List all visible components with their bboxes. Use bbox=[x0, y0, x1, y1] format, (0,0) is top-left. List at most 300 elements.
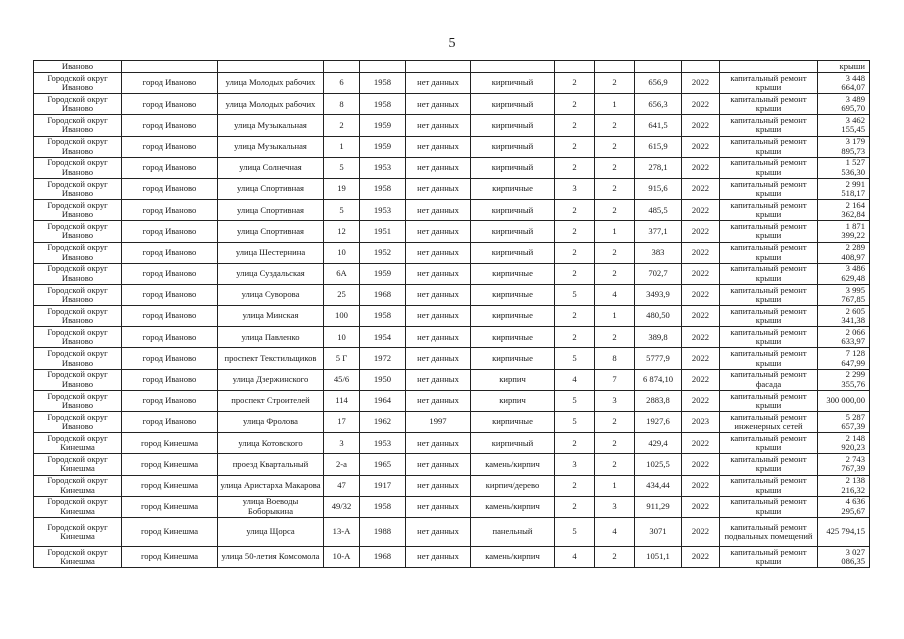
cell-area: 5777,9 bbox=[635, 348, 682, 369]
cell-municipality: Городской округ Иваново bbox=[34, 390, 122, 411]
cell-year-reconstructed bbox=[406, 61, 471, 73]
cell-wall-material: кирпичный bbox=[471, 221, 555, 242]
cell-entrances: 2 bbox=[595, 433, 635, 454]
cell-entrances: 2 bbox=[595, 200, 635, 221]
cell-house-number: 3 bbox=[324, 433, 360, 454]
cell-year-reconstructed: нет данных bbox=[406, 517, 471, 546]
cell-house-number bbox=[324, 61, 360, 73]
cell-plan-year: 2022 bbox=[682, 369, 720, 390]
table-row bbox=[34, 115, 870, 136]
cell-year-built: 1968 bbox=[360, 546, 406, 567]
cell-settlement: город Кинешма bbox=[122, 546, 218, 567]
cell-year-built: 1964 bbox=[360, 390, 406, 411]
cell-plan-year: 2022 bbox=[682, 221, 720, 242]
cell-house-number: 5 Г bbox=[324, 348, 360, 369]
cell-year-built: 1959 bbox=[360, 115, 406, 136]
cell-entrances: 2 bbox=[595, 178, 635, 199]
cell-house-number: 8 bbox=[324, 94, 360, 115]
cell-municipality: Городской округ Иваново bbox=[34, 263, 122, 284]
cell-floors: 5 bbox=[555, 412, 595, 433]
table-row bbox=[34, 94, 870, 115]
cell-floors: 5 bbox=[555, 284, 595, 305]
cell-street: улица Суворова bbox=[218, 284, 324, 305]
cell-year-built: 1965 bbox=[360, 454, 406, 475]
cell-street: улица Фролова bbox=[218, 412, 324, 433]
cell-municipality: Городской округ Иваново bbox=[34, 242, 122, 263]
cell-year-built: 1953 bbox=[360, 157, 406, 178]
table-body bbox=[34, 61, 870, 568]
cell-entrances: 2 bbox=[595, 157, 635, 178]
cell-floors: 5 bbox=[555, 348, 595, 369]
cell-settlement: город Кинешма bbox=[122, 454, 218, 475]
cell-house-number: 10 bbox=[324, 242, 360, 263]
cell-work-type: капитальный ремонт крыши bbox=[720, 433, 818, 454]
table-row bbox=[34, 306, 870, 327]
cell-settlement: город Иваново bbox=[122, 136, 218, 157]
cell-street: улица 50-летия Комсомола bbox=[218, 546, 324, 567]
cell-floors: 2 bbox=[555, 200, 595, 221]
cell-work-type: капитальный ремонт крыши bbox=[720, 327, 818, 348]
cell-wall-material: кирпичный bbox=[471, 200, 555, 221]
cell-house-number: 13-А bbox=[324, 517, 360, 546]
cell-year-reconstructed: нет данных bbox=[406, 284, 471, 305]
cell-settlement: город Кинешма bbox=[122, 475, 218, 496]
cell-work-type: капитальный ремонт крыши bbox=[720, 454, 818, 475]
cell-work-type: капитальный ремонт крыши bbox=[720, 157, 818, 178]
table-row bbox=[34, 475, 870, 496]
cell-area: 656,9 bbox=[635, 73, 682, 94]
cell-entrances: 1 bbox=[595, 475, 635, 496]
cell-settlement: город Иваново bbox=[122, 348, 218, 369]
table-row bbox=[34, 454, 870, 475]
cell-cost: 2 991 518,17 bbox=[818, 178, 870, 199]
cell-plan-year: 2022 bbox=[682, 454, 720, 475]
cell-floors: 5 bbox=[555, 390, 595, 411]
table-row bbox=[34, 412, 870, 433]
cell-plan-year: 2022 bbox=[682, 157, 720, 178]
cell-year-reconstructed: нет данных bbox=[406, 327, 471, 348]
cell-municipality: Городской округ Кинешма bbox=[34, 546, 122, 567]
cell-area: 3071 bbox=[635, 517, 682, 546]
cell-municipality: Городской округ Иваново bbox=[34, 284, 122, 305]
cell-settlement: город Иваново bbox=[122, 242, 218, 263]
cell-year-reconstructed: нет данных bbox=[406, 496, 471, 517]
cell-work-type: капитальный ремонт крыши bbox=[720, 73, 818, 94]
cell-cost: 3 489 695,70 bbox=[818, 94, 870, 115]
cell-house-number: 100 bbox=[324, 306, 360, 327]
cell-work-type: капитальный ремонт крыши bbox=[720, 178, 818, 199]
table-row bbox=[34, 178, 870, 199]
cell-settlement: город Иваново bbox=[122, 73, 218, 94]
cell-municipality: Городской округ Иваново bbox=[34, 200, 122, 221]
cell-plan-year: 2022 bbox=[682, 496, 720, 517]
cell-cost: 2 299 355,76 bbox=[818, 369, 870, 390]
cell-entrances: 8 bbox=[595, 348, 635, 369]
cell-plan-year: 2022 bbox=[682, 178, 720, 199]
cell-floors: 3 bbox=[555, 454, 595, 475]
cell-settlement: город Кинешма bbox=[122, 433, 218, 454]
table-row bbox=[34, 263, 870, 284]
cell-year-built: 1958 bbox=[360, 496, 406, 517]
cell-settlement: город Иваново bbox=[122, 115, 218, 136]
cell-area: 434,44 bbox=[635, 475, 682, 496]
cell-cost: 1 871 399,22 bbox=[818, 221, 870, 242]
cell-plan-year: 2022 bbox=[682, 348, 720, 369]
cell-work-type: капитальный ремонт инженерных сетей bbox=[720, 412, 818, 433]
cell-plan-year: 2022 bbox=[682, 94, 720, 115]
cell-floors: 2 bbox=[555, 496, 595, 517]
cell-house-number: 19 bbox=[324, 178, 360, 199]
cell-cost: 300 000,00 bbox=[818, 390, 870, 411]
cell-cost: 4 636 295,67 bbox=[818, 496, 870, 517]
cell-municipality: Городской округ Иваново bbox=[34, 306, 122, 327]
cell-work-type: капитальный ремонт крыши bbox=[720, 390, 818, 411]
cell-street: проспект Строителей bbox=[218, 390, 324, 411]
cell-entrances: 2 bbox=[595, 454, 635, 475]
cell-area: 480,50 bbox=[635, 306, 682, 327]
cell-year-built bbox=[360, 61, 406, 73]
cell-entrances: 2 bbox=[595, 136, 635, 157]
cell-cost: 3 179 895,73 bbox=[818, 136, 870, 157]
cell-area: 485,5 bbox=[635, 200, 682, 221]
cell-municipality: Городской округ Иваново bbox=[34, 412, 122, 433]
cell-year-reconstructed: нет данных bbox=[406, 433, 471, 454]
cell-house-number: 10-А bbox=[324, 546, 360, 567]
cell-cost: 3 448 664,07 bbox=[818, 73, 870, 94]
cell-entrances: 1 bbox=[595, 94, 635, 115]
cell-year-built: 1972 bbox=[360, 348, 406, 369]
cell-plan-year: 2022 bbox=[682, 306, 720, 327]
cell-entrances: 4 bbox=[595, 517, 635, 546]
cell-house-number: 12 bbox=[324, 221, 360, 242]
cell-wall-material: кирпич bbox=[471, 369, 555, 390]
cell-cost: 3 027 086,35 bbox=[818, 546, 870, 567]
cell-floors: 2 bbox=[555, 157, 595, 178]
cell-street: улица Солнечная bbox=[218, 157, 324, 178]
cell-area: 641,5 bbox=[635, 115, 682, 136]
cell-street: улица Спортивная bbox=[218, 221, 324, 242]
cell-area: 1927,6 bbox=[635, 412, 682, 433]
cell-year-reconstructed: 1997 bbox=[406, 412, 471, 433]
cell-municipality: Городской округ Кинешма bbox=[34, 454, 122, 475]
cell-settlement: город Иваново bbox=[122, 306, 218, 327]
cell-plan-year: 2022 bbox=[682, 284, 720, 305]
cell-cost: 2 138 216,32 bbox=[818, 475, 870, 496]
cell-municipality: Городской округ Иваново bbox=[34, 369, 122, 390]
cell-year-reconstructed: нет данных bbox=[406, 94, 471, 115]
cell-work-type bbox=[720, 61, 818, 73]
cell-settlement: город Иваново bbox=[122, 94, 218, 115]
cell-work-type: капитальный ремонт крыши bbox=[720, 136, 818, 157]
cell-floors: 2 bbox=[555, 327, 595, 348]
cell-municipality: Городской округ Иваново bbox=[34, 73, 122, 94]
cell-cost: 1 527 536,30 bbox=[818, 157, 870, 178]
cell-entrances: 2 bbox=[595, 242, 635, 263]
table-row bbox=[34, 61, 870, 73]
table-row bbox=[34, 348, 870, 369]
cell-year-reconstructed: нет данных bbox=[406, 115, 471, 136]
cell-floors: 5 bbox=[555, 517, 595, 546]
cell-area: 389,8 bbox=[635, 327, 682, 348]
cell-entrances: 2 bbox=[595, 263, 635, 284]
cell-year-built: 1988 bbox=[360, 517, 406, 546]
cell-floors: 2 bbox=[555, 94, 595, 115]
cell-street: улица Суздальская bbox=[218, 263, 324, 284]
cell-floors bbox=[555, 61, 595, 73]
cell-entrances: 4 bbox=[595, 284, 635, 305]
cell-work-type: капитальный ремонт крыши bbox=[720, 221, 818, 242]
cell-wall-material: панельный bbox=[471, 517, 555, 546]
cell-work-type: капитальный ремонт крыши bbox=[720, 348, 818, 369]
cell-year-built: 1958 bbox=[360, 306, 406, 327]
cell-entrances: 1 bbox=[595, 221, 635, 242]
cell-municipality: Городской округ Иваново bbox=[34, 327, 122, 348]
cell-work-type: капитальный ремонт крыши bbox=[720, 200, 818, 221]
cell-wall-material: кирпич/дерево bbox=[471, 475, 555, 496]
cell-year-reconstructed: нет данных bbox=[406, 546, 471, 567]
cell-cost: 425 794,15 bbox=[818, 517, 870, 546]
cell-plan-year: 2023 bbox=[682, 412, 720, 433]
cell-cost: 2 164 362,84 bbox=[818, 200, 870, 221]
table-row bbox=[34, 157, 870, 178]
cell-work-type: капитальный ремонт крыши bbox=[720, 115, 818, 136]
cell-floors: 2 bbox=[555, 221, 595, 242]
cell-entrances: 2 bbox=[595, 412, 635, 433]
cell-work-type: капитальный ремонт подвальных помещений bbox=[720, 517, 818, 546]
cell-year-built: 1953 bbox=[360, 433, 406, 454]
cell-year-built: 1953 bbox=[360, 200, 406, 221]
cell-area: 656,3 bbox=[635, 94, 682, 115]
cell-year-built: 1958 bbox=[360, 73, 406, 94]
cell-floors: 2 bbox=[555, 115, 595, 136]
cell-year-built: 1954 bbox=[360, 327, 406, 348]
cell-wall-material: кирпичный bbox=[471, 433, 555, 454]
cell-area: 2883,8 bbox=[635, 390, 682, 411]
cell-year-reconstructed: нет данных bbox=[406, 475, 471, 496]
cell-year-reconstructed: нет данных bbox=[406, 73, 471, 94]
cell-cost: 7 128 647,99 bbox=[818, 348, 870, 369]
cell-street: улица Котовского bbox=[218, 433, 324, 454]
cell-year-reconstructed: нет данных bbox=[406, 136, 471, 157]
cell-cost: 2 066 633,97 bbox=[818, 327, 870, 348]
table-row bbox=[34, 73, 870, 94]
cell-area: 1025,5 bbox=[635, 454, 682, 475]
cell-municipality: Городской округ Кинешма bbox=[34, 517, 122, 546]
cell-work-type: капитальный ремонт фасада bbox=[720, 369, 818, 390]
cell-street: улица Спортивная bbox=[218, 200, 324, 221]
cell-year-reconstructed: нет данных bbox=[406, 369, 471, 390]
cell-settlement: город Иваново bbox=[122, 263, 218, 284]
cell-house-number: 2-а bbox=[324, 454, 360, 475]
cell-cost: крыши bbox=[818, 61, 870, 73]
cell-year-reconstructed: нет данных bbox=[406, 221, 471, 242]
cell-settlement: город Иваново bbox=[122, 412, 218, 433]
cell-settlement: город Иваново bbox=[122, 390, 218, 411]
cell-year-reconstructed: нет данных bbox=[406, 263, 471, 284]
cell-plan-year: 2022 bbox=[682, 200, 720, 221]
cell-municipality: Городской округ Иваново bbox=[34, 115, 122, 136]
cell-year-built: 1958 bbox=[360, 94, 406, 115]
cell-floors: 2 bbox=[555, 475, 595, 496]
cell-floors: 3 bbox=[555, 178, 595, 199]
table-row bbox=[34, 517, 870, 546]
cell-municipality: Городской округ Иваново bbox=[34, 136, 122, 157]
cell-wall-material: кирпичный bbox=[471, 115, 555, 136]
cell-street: улица Минская bbox=[218, 306, 324, 327]
cell-area: 278,1 bbox=[635, 157, 682, 178]
cell-year-built: 1958 bbox=[360, 178, 406, 199]
cell-year-built: 1917 bbox=[360, 475, 406, 496]
cell-settlement: город Кинешма bbox=[122, 496, 218, 517]
cell-municipality: Городской округ Иваново bbox=[34, 221, 122, 242]
cell-area: 915,6 bbox=[635, 178, 682, 199]
cell-floors: 2 bbox=[555, 242, 595, 263]
cell-year-reconstructed: нет данных bbox=[406, 242, 471, 263]
cell-municipality: Городской округ Иваново bbox=[34, 157, 122, 178]
cell-street: улица Шестернина bbox=[218, 242, 324, 263]
cell-entrances bbox=[595, 61, 635, 73]
cell-work-type: капитальный ремонт крыши bbox=[720, 306, 818, 327]
cell-house-number: 25 bbox=[324, 284, 360, 305]
cell-house-number: 47 bbox=[324, 475, 360, 496]
cell-entrances: 1 bbox=[595, 306, 635, 327]
cell-area bbox=[635, 61, 682, 73]
cell-settlement: город Иваново bbox=[122, 200, 218, 221]
cell-floors: 2 bbox=[555, 73, 595, 94]
table-row bbox=[34, 390, 870, 411]
cell-house-number: 114 bbox=[324, 390, 360, 411]
cell-year-built: 1951 bbox=[360, 221, 406, 242]
cell-wall-material: кирпичные bbox=[471, 306, 555, 327]
cell-year-built: 1952 bbox=[360, 242, 406, 263]
cell-plan-year: 2022 bbox=[682, 390, 720, 411]
cell-street: улица Спортивная bbox=[218, 178, 324, 199]
cell-settlement: город Иваново bbox=[122, 178, 218, 199]
cell-street: проспект Текстильщиков bbox=[218, 348, 324, 369]
cell-street bbox=[218, 61, 324, 73]
cell-floors: 2 bbox=[555, 136, 595, 157]
cell-work-type: капитальный ремонт крыши bbox=[720, 546, 818, 567]
cell-street: улица Воеводы Боборыкина bbox=[218, 496, 324, 517]
cell-plan-year bbox=[682, 61, 720, 73]
cell-wall-material: кирпичные bbox=[471, 348, 555, 369]
cell-cost: 2 148 920,23 bbox=[818, 433, 870, 454]
page-number: 5 bbox=[448, 36, 456, 51]
cell-street: улица Молодых рабочих bbox=[218, 73, 324, 94]
cell-municipality: Городской округ Кинешма bbox=[34, 475, 122, 496]
cell-settlement: город Иваново bbox=[122, 221, 218, 242]
cell-wall-material: кирпич bbox=[471, 390, 555, 411]
cell-municipality: Городской округ Кинешма bbox=[34, 496, 122, 517]
cell-wall-material: кирпичный bbox=[471, 136, 555, 157]
cell-plan-year: 2022 bbox=[682, 546, 720, 567]
cell-year-reconstructed: нет данных bbox=[406, 306, 471, 327]
cell-settlement: город Кинешма bbox=[122, 517, 218, 546]
cell-area: 383 bbox=[635, 242, 682, 263]
table-row bbox=[34, 136, 870, 157]
cell-year-built: 1962 bbox=[360, 412, 406, 433]
cell-wall-material: кирпичные bbox=[471, 263, 555, 284]
cell-plan-year: 2022 bbox=[682, 475, 720, 496]
table-row bbox=[34, 327, 870, 348]
cell-floors: 4 bbox=[555, 546, 595, 567]
cell-entrances: 2 bbox=[595, 73, 635, 94]
cell-settlement bbox=[122, 61, 218, 73]
cell-house-number: 5 bbox=[324, 157, 360, 178]
cell-street: улица Музыкальная bbox=[218, 136, 324, 157]
cell-house-number: 6 bbox=[324, 73, 360, 94]
cell-street: улица Щорса bbox=[218, 517, 324, 546]
cell-wall-material: камень/кирпич bbox=[471, 546, 555, 567]
cell-year-built: 1959 bbox=[360, 136, 406, 157]
cell-year-reconstructed: нет данных bbox=[406, 390, 471, 411]
cell-plan-year: 2022 bbox=[682, 433, 720, 454]
cell-work-type: капитальный ремонт крыши bbox=[720, 475, 818, 496]
cell-area: 377,1 bbox=[635, 221, 682, 242]
cell-settlement: город Иваново bbox=[122, 327, 218, 348]
cell-plan-year: 2022 bbox=[682, 73, 720, 94]
table-row bbox=[34, 496, 870, 517]
cell-area: 6 874,10 bbox=[635, 369, 682, 390]
cell-entrances: 3 bbox=[595, 390, 635, 411]
cell-municipality: Городской округ Иваново bbox=[34, 94, 122, 115]
cell-floors: 2 bbox=[555, 263, 595, 284]
cell-area: 1051,1 bbox=[635, 546, 682, 567]
cell-wall-material: кирпичные bbox=[471, 284, 555, 305]
cell-entrances: 2 bbox=[595, 115, 635, 136]
table-row bbox=[34, 200, 870, 221]
cell-entrances: 2 bbox=[595, 327, 635, 348]
cell-plan-year: 2022 bbox=[682, 263, 720, 284]
cell-municipality: Городской округ Кинешма bbox=[34, 433, 122, 454]
cell-municipality: Иваново bbox=[34, 61, 122, 73]
cell-year-built: 1950 bbox=[360, 369, 406, 390]
cell-plan-year: 2022 bbox=[682, 242, 720, 263]
cell-work-type: капитальный ремонт крыши bbox=[720, 242, 818, 263]
cell-floors: 4 bbox=[555, 369, 595, 390]
cell-plan-year: 2022 bbox=[682, 115, 720, 136]
cell-area: 3493,9 bbox=[635, 284, 682, 305]
cell-year-reconstructed: нет данных bbox=[406, 348, 471, 369]
cell-cost: 3 486 629,48 bbox=[818, 263, 870, 284]
cell-house-number: 1 bbox=[324, 136, 360, 157]
cell-plan-year: 2022 bbox=[682, 327, 720, 348]
cell-area: 911,29 bbox=[635, 496, 682, 517]
table-row bbox=[34, 221, 870, 242]
cell-municipality: Городской округ Иваново bbox=[34, 348, 122, 369]
cell-settlement: город Иваново bbox=[122, 369, 218, 390]
cell-wall-material: кирпичные bbox=[471, 412, 555, 433]
cell-area: 615,9 bbox=[635, 136, 682, 157]
table-row bbox=[34, 284, 870, 305]
housing-repair-table bbox=[33, 60, 870, 568]
cell-house-number: 6А bbox=[324, 263, 360, 284]
cell-municipality: Городской округ Иваново bbox=[34, 178, 122, 199]
cell-cost: 3 462 155,45 bbox=[818, 115, 870, 136]
cell-entrances: 2 bbox=[595, 546, 635, 567]
cell-work-type: капитальный ремонт крыши bbox=[720, 284, 818, 305]
cell-wall-material: кирпичные bbox=[471, 178, 555, 199]
cell-wall-material: кирпичный bbox=[471, 94, 555, 115]
cell-settlement: город Иваново bbox=[122, 284, 218, 305]
cell-settlement: город Иваново bbox=[122, 157, 218, 178]
cell-wall-material: кирпичные bbox=[471, 327, 555, 348]
cell-area: 702,7 bbox=[635, 263, 682, 284]
table-row bbox=[34, 242, 870, 263]
cell-street: улица Музыкальная bbox=[218, 115, 324, 136]
cell-cost: 2 743 767,39 bbox=[818, 454, 870, 475]
cell-house-number: 10 bbox=[324, 327, 360, 348]
